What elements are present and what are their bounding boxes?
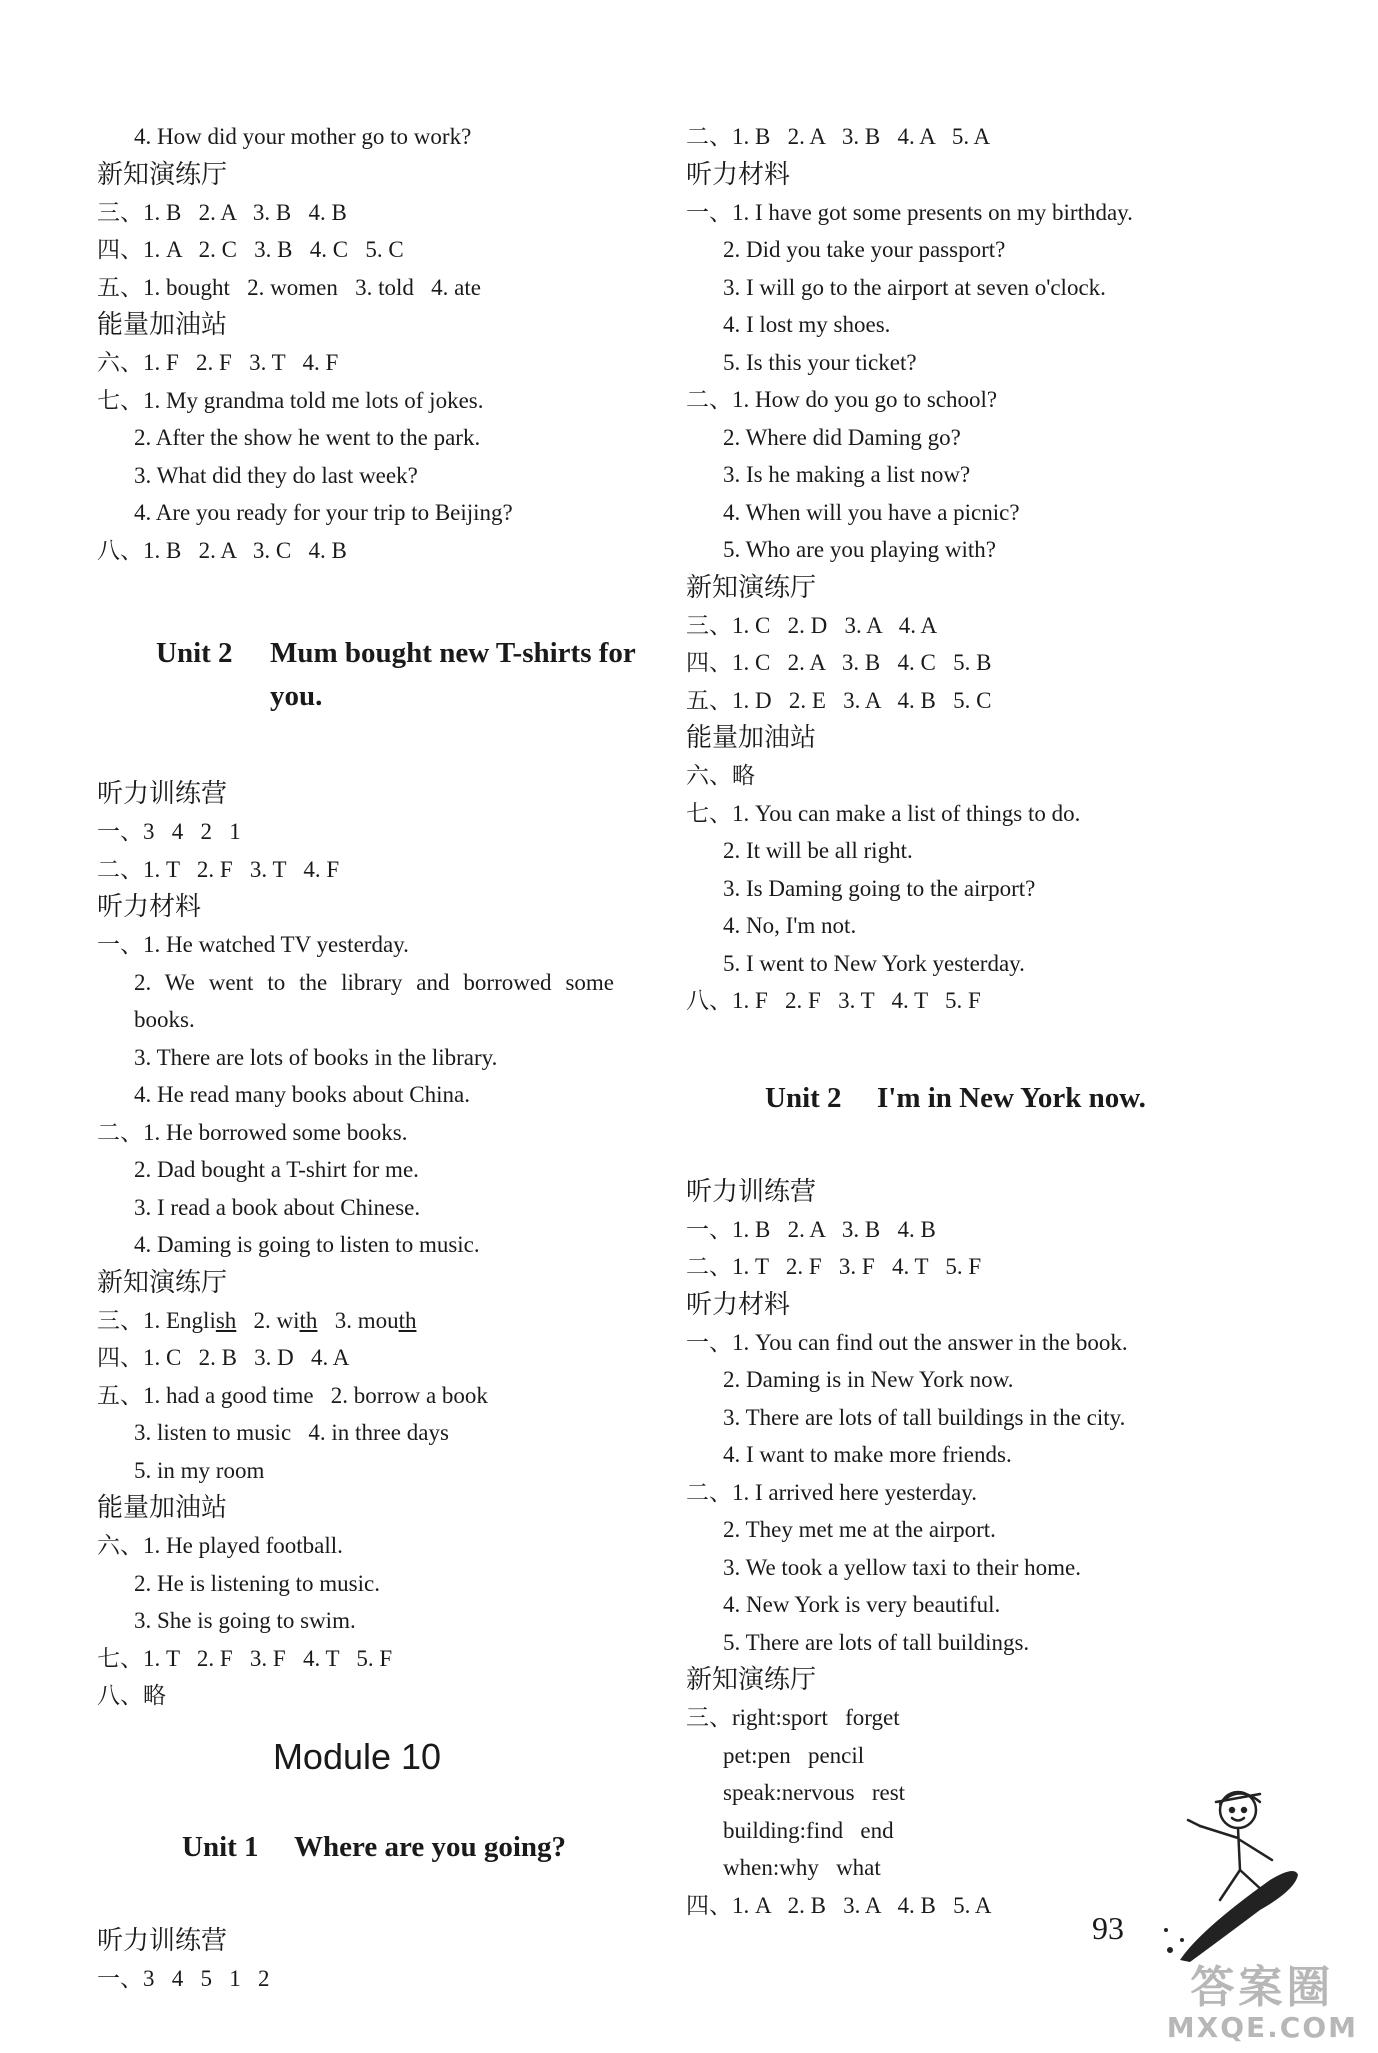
underlined-letters: th bbox=[299, 1307, 318, 1333]
answer-line: 3. There are lots of tall buildings in the city. bbox=[723, 1404, 1126, 1430]
answer-line: 五、1. had a good time 2. borrow a book bbox=[97, 1382, 488, 1408]
answer-line: 4. He read many books about China. bbox=[134, 1082, 470, 1107]
section-heading: 新知演练厅 bbox=[97, 1267, 228, 1298]
answer-line: 5. I went to New York yesterday. bbox=[723, 950, 1025, 976]
answer-line: 3. Is Daming going to the airport? bbox=[723, 875, 1036, 901]
answer-line: 4. When will you have a picnic? bbox=[723, 499, 1020, 525]
answer-line: 四、1. C 2. B 3. D 4. A bbox=[97, 1345, 350, 1370]
unit-label: Unit 1 bbox=[182, 1830, 259, 1863]
unit-title: I'm in New York now. bbox=[877, 1081, 1146, 1114]
answer-line: 一、3 4 2 1 bbox=[97, 819, 241, 844]
answer-line: 2. After the show he went to the park. bbox=[134, 425, 481, 450]
unit-title: Mum bought new T-shirts for you. bbox=[270, 637, 636, 712]
section-heading: 听力训练营 bbox=[97, 1925, 228, 1956]
answer-line bbox=[97, 1302, 657, 1340]
answer-line: 2. It will be all right. bbox=[723, 838, 913, 863]
answer-line: 3. I read a book about Chinese. bbox=[134, 1194, 421, 1220]
answer-line: 二、1. B 2. A 3. B 4. A 5. A bbox=[686, 124, 991, 149]
underlined-letters: sh bbox=[215, 1307, 237, 1333]
answer-line: 3. listen to music 4. in three days bbox=[134, 1420, 449, 1445]
answer-line: 3. I will go to the airport at seven o'clock. bbox=[723, 274, 1106, 300]
answer-line: 3. Is he making a list now? bbox=[723, 462, 971, 487]
answer-line: 5. There are lots of tall buildings. bbox=[723, 1629, 1030, 1655]
section-heading: 听力材料 bbox=[686, 1289, 791, 1320]
answer-line: 5. Is this your ticket? bbox=[723, 349, 917, 375]
answer-line: 2. Dad bought a T-shirt for me. bbox=[134, 1157, 419, 1182]
answer-line: 一、1. He watched TV yesterday. bbox=[97, 932, 409, 957]
answer-line: 3. We took a yellow taxi to their home. bbox=[723, 1554, 1081, 1580]
answer-line: 一、1. I have got some presents on my birthday. bbox=[686, 199, 1133, 225]
answer-line: 二、1. I arrived here yesterday. bbox=[686, 1479, 977, 1505]
watermark-logo-text: 答案圈 bbox=[1190, 1962, 1335, 2013]
answer-line: 一、1. B 2. A 3. B 4. B bbox=[686, 1216, 936, 1242]
answer-line: 三、1. C 2. D 3. A 4. A bbox=[686, 612, 938, 638]
watermark-url: MXQE.COM bbox=[1166, 2011, 1358, 2044]
answer-line: 5. Who are you playing with? bbox=[723, 537, 996, 562]
underlined-letters: th bbox=[398, 1307, 417, 1333]
answer-line: 六、1. F 2. F 3. T 4. F bbox=[97, 350, 339, 375]
answer-line: 六、1. He played football. bbox=[97, 1533, 343, 1558]
answer-line: 七、1. T 2. F 3. F 4. T 5. F bbox=[97, 1645, 393, 1671]
answer-line: 3. She is going to swim. bbox=[134, 1608, 356, 1633]
module-heading: Module 10 bbox=[272, 1735, 442, 1777]
page-number: 93 bbox=[1092, 1910, 1124, 1946]
section-heading: 能量加油站 bbox=[97, 1493, 228, 1523]
answer-line: 七、1. My grandma told me lots of jokes. bbox=[97, 387, 484, 413]
surfing-kid-illustration bbox=[1160, 1780, 1310, 1970]
right-column bbox=[686, 118, 1286, 1924]
text-line: 4. How did your mother go to work? bbox=[134, 124, 472, 149]
unit-label: Unit 2 bbox=[765, 1081, 842, 1114]
section-heading: 新知演练厅 bbox=[686, 572, 817, 603]
phonics-line: building:find end bbox=[723, 1817, 894, 1843]
answer-line: 4. New York is very beautiful. bbox=[723, 1592, 1001, 1617]
answer-line: 2. He is listening to music. bbox=[134, 1570, 380, 1596]
section-heading: 新知演练厅 bbox=[97, 159, 228, 190]
section-heading: 听力训练营 bbox=[686, 1176, 817, 1207]
answer-line: 八、1. F 2. F 3. T 4. T 5. F bbox=[686, 988, 981, 1013]
unit-title: Where are you going? bbox=[294, 1830, 567, 1863]
answer-line: 二、1. T 2. F 3. T 4. F bbox=[97, 856, 340, 882]
phonics-line: when:why what bbox=[723, 1855, 881, 1880]
answer-line: 四、1. C 2. A 3. B 4. C 5. B bbox=[686, 650, 992, 675]
word-part: 3. mou bbox=[317, 1307, 399, 1333]
answer-line: 二、1. How do you go to school? bbox=[686, 387, 998, 412]
answer-line: 4. Daming is going to listen to music. bbox=[134, 1232, 480, 1257]
answer-line: 五、1. D 2. E 3. A 4. B 5. C bbox=[686, 687, 992, 713]
answer-line: 3. What did they do last week? bbox=[134, 462, 418, 488]
answer-line: 3. There are lots of books in the library. bbox=[134, 1044, 498, 1070]
answer-line: 4. I lost my shoes. bbox=[723, 312, 891, 337]
unit-heading bbox=[97, 1783, 657, 1912]
answer-line: 一、1. You can find out the answer in the book. bbox=[686, 1329, 1128, 1355]
section-heading: 听力材料 bbox=[97, 892, 202, 922]
answer-line: 2. Daming is in New York now. bbox=[723, 1367, 1014, 1392]
answer-line: 四、1. A 2. B 3. A 4. B 5. A bbox=[686, 1892, 992, 1918]
answer-line: 4. No, I'm not. bbox=[723, 913, 857, 938]
phonics-line: pet:pen pencil bbox=[723, 1742, 865, 1768]
left-column bbox=[97, 118, 657, 1997]
answer-line: 八、1. B 2. A 3. C 4. B bbox=[97, 537, 347, 563]
phonics-line: speak:nervous rest bbox=[723, 1780, 906, 1805]
unit-label: Unit 2 bbox=[156, 637, 233, 669]
phonics-line: 三、right:sport forget bbox=[686, 1705, 900, 1730]
answer-line: 四、1. A 2. C 3. B 4. C 5. C bbox=[97, 237, 404, 262]
answer-line: 七、1. You can make a list of things to do. bbox=[686, 800, 1081, 826]
word-part: 2. wi bbox=[236, 1307, 300, 1333]
answer-prefix: 三、1. bbox=[97, 1307, 166, 1333]
section-heading: 听力材料 bbox=[686, 159, 791, 190]
answer-line: 4. Are you ready for your trip to Beijing? bbox=[134, 500, 513, 525]
answer-line: 二、1. T 2. F 3. F 4. T 5. F bbox=[686, 1254, 982, 1279]
answer-line: 一、3 4 5 1 2 bbox=[97, 1965, 270, 1991]
answer-line: 2. They met me at the airport. bbox=[723, 1517, 996, 1542]
word-part: Engli bbox=[166, 1307, 216, 1333]
answer-line: 2. Did you take your passport? bbox=[723, 237, 1006, 262]
section-heading: 能量加油站 bbox=[686, 723, 817, 753]
section-heading: 新知演练厅 bbox=[686, 1665, 817, 1695]
answer-line: 2. We went to the library and borrowed some books. bbox=[134, 969, 614, 1032]
unit-heading bbox=[686, 1034, 1286, 1163]
answer-line: 五、1. bought 2. women 3. told 4. ate bbox=[97, 274, 481, 300]
section-heading: 听力训练营 bbox=[97, 779, 228, 809]
answer-line: 5. in my room bbox=[134, 1457, 265, 1483]
answer-line: 4. I want to make more friends. bbox=[723, 1442, 1012, 1467]
answer-line: 二、1. He borrowed some books. bbox=[97, 1119, 408, 1145]
watermark bbox=[1167, 1963, 1358, 2043]
answer-line: 2. Where did Daming go? bbox=[723, 424, 961, 450]
unit-heading bbox=[97, 589, 657, 761]
section-heading: 能量加油站 bbox=[97, 310, 228, 340]
answer-line: 六、略 bbox=[686, 763, 755, 788]
answer-line: 三、1. B 2. A 3. B 4. B bbox=[97, 199, 347, 225]
answer-line: 八、略 bbox=[97, 1683, 166, 1708]
